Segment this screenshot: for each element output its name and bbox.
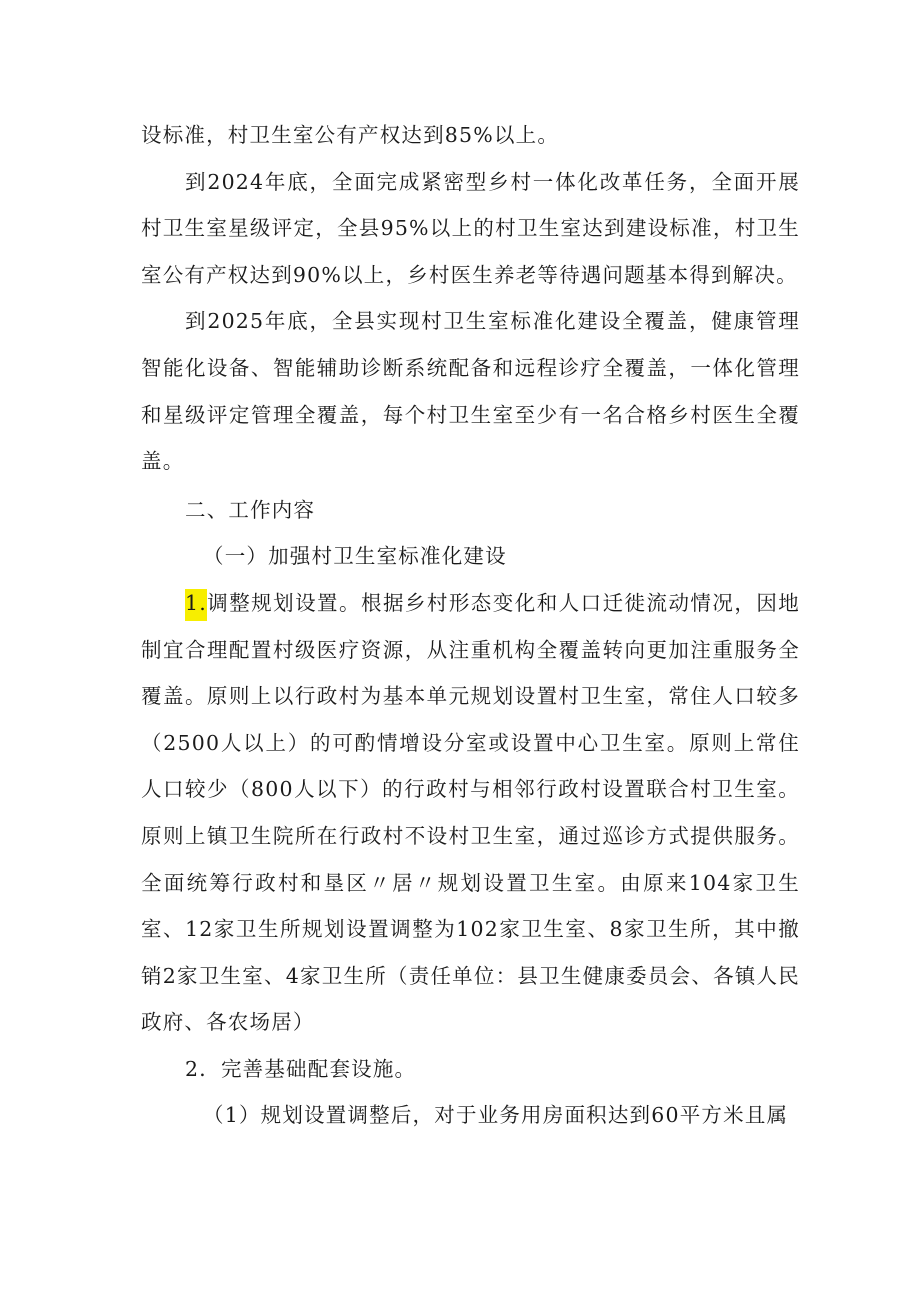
subsection-heading: （一）加强村卫生室标准化建设 (203, 544, 507, 569)
item-1-paragraph (141, 580, 800, 1046)
paragraph-continuation: 设标准，村卫生室公有产权达到85%以上。 (141, 123, 560, 147)
paragraph-2025-goal: 到2025年底，全县实现村卫生室标准化建设全覆盖，健康管理智能化设备、智能辅助诊断系统配备和远程诊疗全覆盖，一体化管理和星级评定管理全覆盖，每个村卫生室至少有一名合格乡村医生全覆盖。 (141, 309, 800, 474)
section-heading: 二、工作内容 (185, 497, 316, 522)
item-2-heading: 2．完善基础配套设施。 (185, 1056, 417, 1081)
paragraph-2024-goal: 到2024年底，全面完成紧密型乡村一体化改革任务，全面开展村卫生室星级评定，全县95%以上的村卫生室达到建设标准，村卫生室公有产权达到90%以上，乡村医生养老等待遇问题基本得到解决。 (141, 169, 800, 287)
item-1-text: 调整规划设置。根据乡村形态变化和人口迁徙流动情况，因地制宜合理配置村级医疗资源，从注重机构全覆盖转向更加注重服务全覆盖。原则上以行政村为基本单元规划设置村卫生室，常住人口较多（2500人以上）的可酌情增设分室或设置中心卫生室。原则上常住人口较少（800人以下）的行政村与相邻行政村设置联合村卫生室。原则上镇卫生院所在行政村不设村卫生室，通过巡诊方式提供服务。全面统筹行政村和垦区〃居〃规划设置卫生室。由原来104家卫生室、12家卫生所规划设置调整为102家卫生室、8家卫生所，其中撤销2家卫生室、4家卫生所（责任单位：县卫生健康委员会、各镇人民政府、各农场居） (141, 590, 800, 1035)
item-2-1-paragraph: （1）规划设置调整后，对于业务用房面积达到60平方米且属 (203, 1103, 789, 1128)
highlighted-item-number: 1. (185, 589, 207, 621)
